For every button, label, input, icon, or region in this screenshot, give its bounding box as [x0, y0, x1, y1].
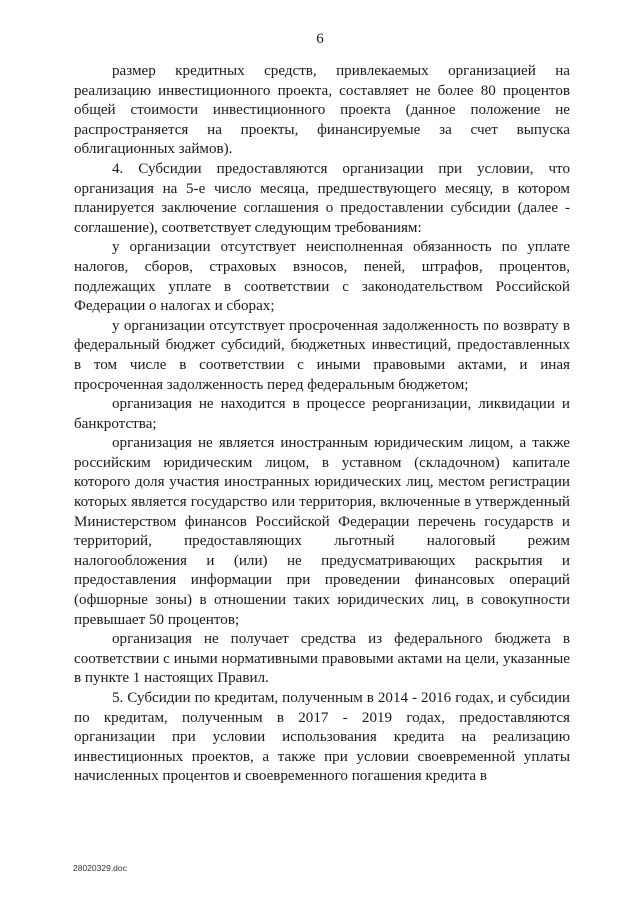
paragraph-federal-funds: организация не получает средства из федерального бюджета в соответствии с иными нормативными правовыми актами на цели, указанные в пункте 1 настоящих Правил.: [74, 631, 570, 687]
paragraph-foreign-entity: организация не является иностранным юридическим лицом, а также российским юридическим лицом, в уставном (складочном) капитале которого доля участия иностранных юридических лиц, местом регистрации которых является государство или территория, включенные в утвержденный Министерством финансов Российской Федерации перечень государств и территорий, предоставляющих льготный налоговый режим налогообложения и (или) не предусматривающих раскрытия и предоставления информации при проведении финансовых операций (офшорные зоны) в отношении таких юридических лиц, в совокупности превышает 50 процентов;: [74, 435, 570, 628]
paragraph-credit-size: размер кредитных средств, привлекаемых организацией на реализацию инвестиционного проекта, составляет не более 80 процентов общей стоимости инвестиционного проекта (данное положение не распространяется на проекты, финансируемые за счет выпуска облигационных займов).: [74, 63, 570, 158]
paragraph-item-4: 4. Субсидии предоставляются организации при условии, что организация на 5-е число месяца, предшествующего месяцу, в котором планируется заключение соглашения о предоставлении субсидии (далее - соглашение), соответствует следующим требованиям:: [74, 160, 570, 236]
paragraph-overdue-debt: у организации отсутствует просроченная задолженность по возврату в федеральный бюджет субсидий, бюджетных инвестиций, предоставленных в том числе в соответствии с иными правовыми актами, и иная просроченная задолженность перед федеральным бюджетом;: [74, 317, 570, 393]
page-number: 6: [316, 31, 324, 47]
paragraph-reorganization: организация не находится в процессе реорганизации, ликвидации и банкротства;: [74, 396, 570, 432]
paragraph-item-5: 5. Субсидии по кредитам, полученным в 2014 - 2016 годах, и субсидии по кредитам, полученным в 2017 - 2019 годах, предоставляются организации при условии использования кредита на реализацию инвестиционных проектов, а также при условии своевременной уплаты начисленных процентов и своевременного погашения кредита в: [74, 690, 570, 785]
document-body: [74, 62, 570, 787]
paragraph-tax-obligations: у организации отсутствует неисполненная обязанность по уплате налогов, сборов, страховых взносов, пеней, штрафов, процентов, подлежащих уплате в соответствии с законодательством Российской Федерации о налогах и сборах;: [74, 239, 570, 315]
footer-document-code: 28020329.doc: [73, 863, 127, 873]
